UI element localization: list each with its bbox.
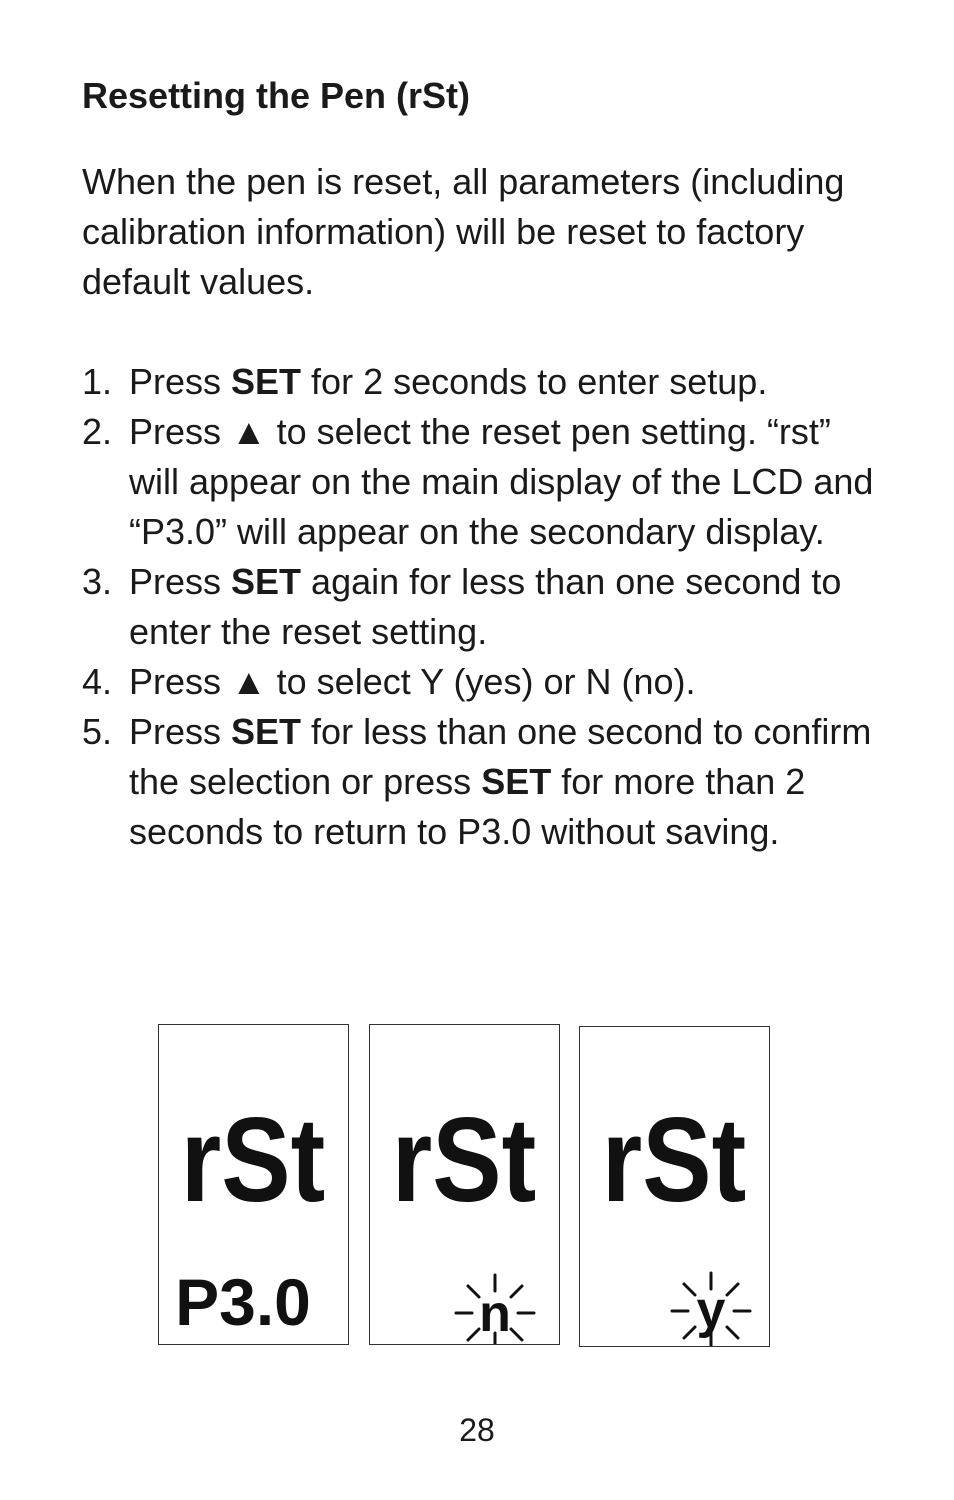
step-item: [82, 557, 882, 657]
step-text: Press: [129, 711, 232, 752]
lcd-secondary-readout: [175, 1265, 311, 1339]
lcd-main-readout: [181, 1093, 325, 1226]
button-name-set: SET: [481, 761, 552, 802]
lcd-main-readout: [392, 1093, 536, 1226]
step-item: [82, 707, 882, 857]
lcd-secondary-text: y: [696, 1281, 726, 1339]
lcd-secondary-text: P3.0: [175, 1265, 311, 1339]
lcd-display-p3: [159, 1025, 348, 1344]
step-number: 1.: [82, 361, 113, 402]
lcd-main-readout: [602, 1093, 746, 1226]
step-text: Press: [129, 561, 232, 602]
button-name-set: SET: [231, 561, 302, 602]
button-name-set: SET: [231, 711, 302, 752]
lcd-main-text: rSt: [391, 1093, 537, 1227]
lcd-secondary-readout: [697, 1281, 726, 1339]
step-number: 4.: [82, 661, 113, 702]
lcd-panel-no: [369, 1024, 560, 1345]
lcd-secondary-text: n: [479, 1285, 511, 1343]
step-text: for more than 2 seconds to return to P3.0 without saving.: [129, 761, 806, 852]
lcd-panel-yes: [579, 1026, 770, 1347]
lcd-panel-p3: [158, 1024, 349, 1345]
lcd-display-no: [370, 1025, 559, 1344]
step-text: Press: [129, 361, 232, 402]
step-text: Press ▲ to select Y (yes) or N (no).: [129, 661, 696, 702]
step-text: for 2 seconds to enter setup.: [301, 361, 768, 402]
step-item: [82, 357, 882, 407]
button-name-set: SET: [231, 361, 302, 402]
step-number: 5.: [82, 711, 113, 752]
lcd-display-yes: [580, 1027, 769, 1346]
page-heading: Resetting the Pen (rSt): [82, 75, 471, 116]
page-number: 28: [459, 1412, 495, 1448]
step-text: for less than one second to confirm the selection or press: [129, 711, 872, 802]
step-text: Press ▲ to select the reset pen setting. “rst” will appear on the main display of the LCD and “P3.0” will appear on the secondary display.: [129, 411, 874, 552]
intro-paragraph: When the pen is reset, all parameters (including calibration information) will be reset to factory default values.: [82, 161, 845, 302]
step-item: [82, 407, 882, 557]
steps-list: [82, 357, 882, 857]
lcd-main-text: rSt: [180, 1093, 326, 1227]
step-number: 2.: [82, 411, 113, 452]
step-number: 3.: [82, 561, 113, 602]
step-text: again for less than one second to enter the reset setting.: [129, 561, 842, 652]
lcd-secondary-readout: [479, 1285, 511, 1343]
lcd-main-text: rSt: [601, 1093, 747, 1227]
step-item: [82, 657, 882, 707]
